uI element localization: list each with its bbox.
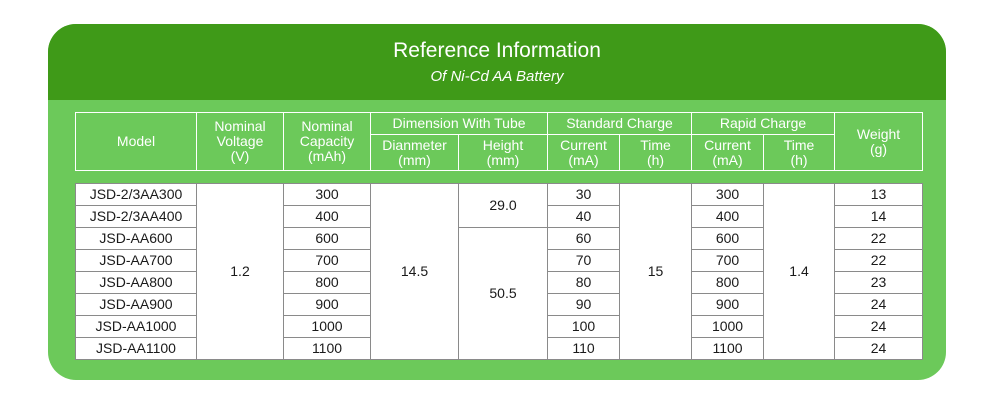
model-cell: JSD-AA800: [76, 272, 197, 294]
rapid-time-cell: 1.4: [764, 184, 835, 360]
weight-header: Weight (g): [835, 113, 923, 171]
weight-cell: 14: [835, 206, 923, 228]
model-cell: JSD-AA900: [76, 294, 197, 316]
model-cell: JSD-2/3AA300: [76, 184, 197, 206]
standard-charge-header: Standard Charge: [548, 113, 692, 135]
rapid-current-cell: 300: [692, 184, 764, 206]
std-time-cell: 15: [620, 184, 692, 360]
height-header: Height (mm): [459, 135, 548, 171]
capacity-cell: 600: [284, 228, 371, 250]
capacity-cell: 700: [284, 250, 371, 272]
height-cell: 50.5: [459, 228, 548, 360]
std-current-cell: 100: [548, 316, 620, 338]
rapid-current-cell: 1100: [692, 338, 764, 360]
model-cell: JSD-AA1000: [76, 316, 197, 338]
capacity-cell: 1000: [284, 316, 371, 338]
dimension-group-header: Dimension With Tube: [371, 113, 548, 135]
capacity-cell: 800: [284, 272, 371, 294]
rapid-charge-header: Rapid Charge: [692, 113, 835, 135]
weight-cell: 24: [835, 338, 923, 360]
model-cell: JSD-AA700: [76, 250, 197, 272]
rapid-current-cell: 1000: [692, 316, 764, 338]
rapid-current-cell: 900: [692, 294, 764, 316]
voltage-header: Nominal Voltage (V): [197, 113, 284, 171]
table-header-row: [76, 113, 923, 135]
std-current-header: Current (mA): [548, 135, 620, 171]
page-title: Reference Information: [393, 39, 601, 62]
battery-spec-table: [75, 112, 923, 360]
capacity-cell: 1100: [284, 338, 371, 360]
weight-cell: 23: [835, 272, 923, 294]
rapid-current-cell: 800: [692, 272, 764, 294]
diameter-cell: 14.5: [371, 184, 459, 360]
rapid-current-cell: 700: [692, 250, 764, 272]
model-header: Model: [76, 113, 197, 171]
std-current-cell: 80: [548, 272, 620, 294]
std-current-cell: 60: [548, 228, 620, 250]
weight-cell: 22: [835, 228, 923, 250]
std-time-header: Time (h): [620, 135, 692, 171]
rapid-time-header: Time (h): [764, 135, 835, 171]
header-gap-row: [76, 171, 923, 184]
std-current-cell: 110: [548, 338, 620, 360]
reference-card: [48, 24, 946, 380]
page-subtitle: Of Ni-Cd AA Battery: [430, 68, 564, 85]
capacity-cell: 900: [284, 294, 371, 316]
table-row: [76, 184, 923, 206]
height-cell: 29.0: [459, 184, 548, 228]
capacity-cell: 300: [284, 184, 371, 206]
diameter-header: Dianmeter (mm): [371, 135, 459, 171]
model-cell: JSD-AA1100: [76, 338, 197, 360]
std-current-cell: 40: [548, 206, 620, 228]
std-current-cell: 30: [548, 184, 620, 206]
model-cell: JSD-2/3AA400: [76, 206, 197, 228]
weight-cell: 24: [835, 316, 923, 338]
capacity-header: Nominal Capacity (mAh): [284, 113, 371, 171]
capacity-cell: 400: [284, 206, 371, 228]
rapid-current-cell: 600: [692, 228, 764, 250]
voltage-cell: 1.2: [197, 184, 284, 360]
std-current-cell: 70: [548, 250, 620, 272]
rapid-current-cell: 400: [692, 206, 764, 228]
rapid-current-header: Current (mA): [692, 135, 764, 171]
weight-cell: 24: [835, 294, 923, 316]
title-banner: [48, 24, 946, 100]
model-cell: JSD-AA600: [76, 228, 197, 250]
weight-cell: 13: [835, 184, 923, 206]
weight-cell: 22: [835, 250, 923, 272]
std-current-cell: 90: [548, 294, 620, 316]
